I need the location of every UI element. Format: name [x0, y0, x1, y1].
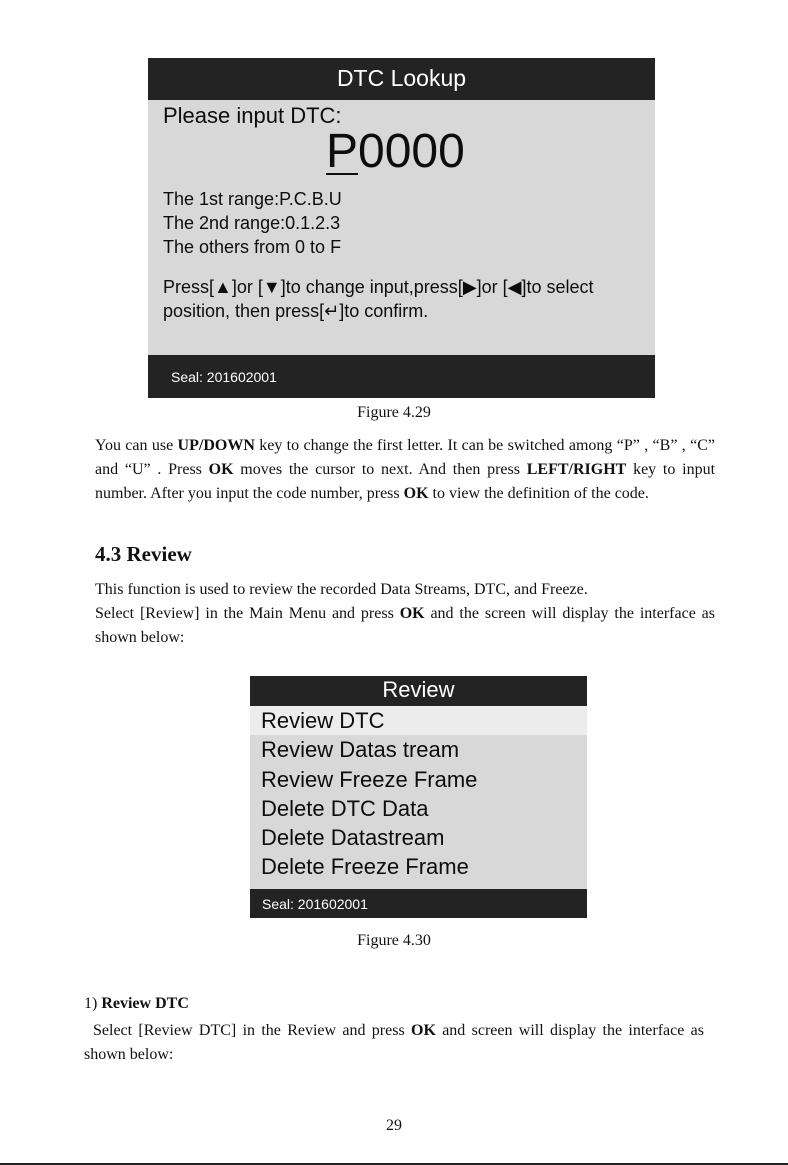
text: This function is used to review the recorded Data Streams, DTC, and Freeze. — [95, 581, 588, 598]
figure-caption: Figure 4.30 — [357, 932, 431, 949]
page-number: 29 — [386, 1117, 402, 1134]
screen-title: DTC Lookup — [148, 58, 655, 100]
section-heading: 4.3 Review — [95, 542, 192, 566]
bold-text: OK — [403, 485, 429, 502]
instr-part: ]or [ — [476, 277, 508, 297]
bold-text: OK — [208, 461, 234, 478]
screen-title: Review — [250, 676, 587, 706]
instr-part: ]to confirm. — [339, 301, 429, 321]
review-menu-screen — [250, 676, 587, 918]
review-menu-list — [250, 706, 587, 882]
text: key to input number. After you input the code number, press — [95, 461, 716, 502]
dtc-lookup-screen — [148, 58, 655, 398]
instr-part: ]to change input,press[ — [280, 277, 463, 297]
subsection-title: Review DTC — [101, 995, 189, 1012]
seal-text: Seal: 201602001 — [262, 895, 368, 912]
enter-icon: ↵ — [324, 301, 340, 321]
bold-text: UP/DOWN — [177, 437, 255, 454]
menu-item-delete-freeze-frame[interactable]: Delete Freeze Frame — [261, 854, 469, 880]
text: Select [Review DTC] in the Review and press — [93, 1022, 411, 1039]
paragraph-dtc-input — [95, 434, 715, 506]
instr-part: ]or [ — [231, 277, 263, 297]
text: key to change the first letter. It can be switched among “P” , “B” , “C” and “U” . Press — [95, 437, 716, 478]
bold-text: LEFT/RIGHT — [526, 461, 627, 478]
text: to view the definition of the code. — [428, 485, 649, 502]
instr-part: Press[ — [163, 277, 215, 297]
text: and screen will display the interface as shown below: — [84, 1022, 704, 1063]
menu-item-review-freeze-frame[interactable]: Review Freeze Frame — [261, 766, 478, 792]
paragraph-review-dtc — [84, 1019, 704, 1067]
text: and the screen will display the interface as shown below: — [95, 605, 715, 646]
bold-text: OK — [399, 605, 425, 622]
code-digits: 0000 — [358, 125, 465, 178]
instruction-text — [163, 275, 643, 323]
paragraph-review-intro — [95, 578, 715, 650]
dtc-code-input[interactable] — [326, 124, 465, 180]
range-line-1: The 1st range:P.C.B.U — [163, 189, 342, 209]
menu-item-delete-dtc-data[interactable]: Delete DTC Data — [261, 795, 429, 821]
input-prompt: Please input DTC: — [163, 103, 342, 128]
range-line-3: The others from 0 to F — [163, 237, 342, 257]
right-arrow-icon: ▶ — [462, 277, 477, 297]
menu-item-review-dtc[interactable]: Review DTC — [250, 706, 587, 735]
instr-part: ]to select position, then press[ — [163, 277, 594, 321]
bold-text: OK — [411, 1022, 436, 1039]
range-line-2: The 2nd range:0.1.2.3 — [163, 213, 341, 233]
code-cursor: P — [326, 125, 359, 178]
seal-text: Seal: 201602001 — [171, 368, 277, 385]
text: You can use — [95, 437, 178, 454]
text: moves the cursor to next. And then press — [233, 461, 527, 478]
menu-item-delete-datastream[interactable]: Delete Datastream — [261, 825, 445, 851]
figure-caption: Figure 4.29 — [357, 404, 431, 421]
range-info — [163, 187, 342, 259]
screen-footer — [250, 889, 587, 918]
menu-item-review-datastream[interactable]: Review Datas tream — [261, 737, 460, 763]
subsection-number: 1) — [84, 995, 102, 1012]
screen-footer — [148, 355, 655, 398]
text: Select [Review] in the Main Menu and press — [95, 605, 400, 622]
subsection-heading — [84, 995, 189, 1013]
left-arrow-icon: ◀ — [507, 277, 522, 297]
up-arrow-icon: ▲ — [214, 277, 232, 297]
down-arrow-icon: ▼ — [262, 277, 281, 297]
